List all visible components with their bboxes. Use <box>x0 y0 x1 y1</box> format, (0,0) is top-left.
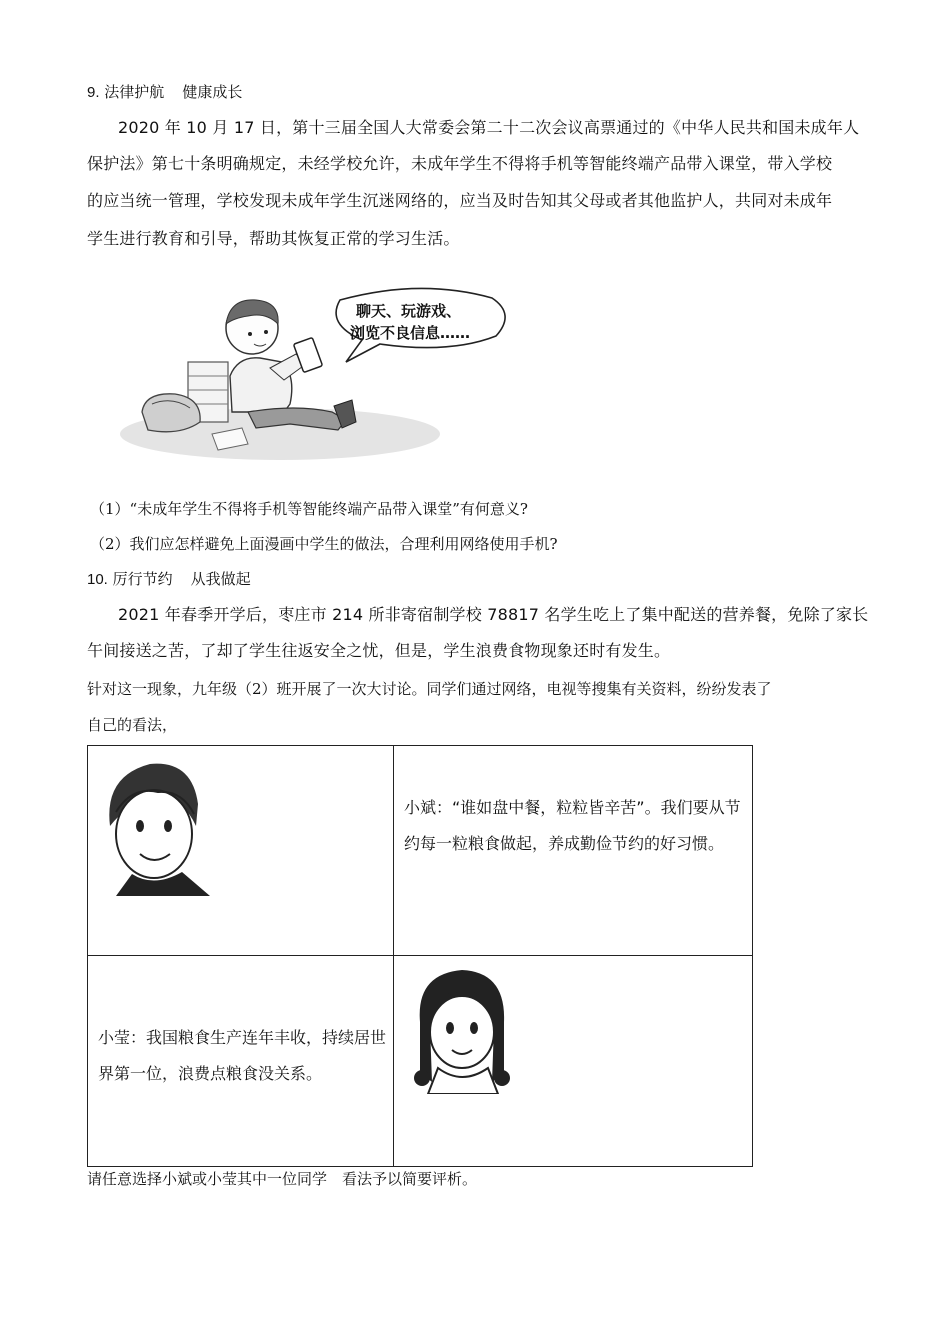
q9-para-line-2: 保护法》第七十条明确规定，未经学校允许，未成年学生不得将手机等智能终端产品带入课堂，带入学校 <box>87 154 833 173</box>
xiaoying-avatar <box>408 962 514 1094</box>
opinions-table <box>87 745 753 1167</box>
xiaoying-text-cell <box>88 956 394 1167</box>
speech-line-2: 浏览不良信息…… <box>350 324 471 342</box>
xiaobin-opinion: 小斌：“谁如盘中餐，粒粒皆辛苦”。我们要从节约每一粒粮食做起，养成勤俭节约的好习惯。 <box>404 798 741 853</box>
q9-heading-b: 健康成长 <box>182 83 243 101</box>
q9-para-line-3: 的应当统一管理，学校发现未成年学生沉迷网络的，应当及时告知其父母或者其他监护人，共同对未成年 <box>87 191 833 210</box>
student-phone-comic <box>120 284 510 464</box>
q9-para-line-1: 2020 年 10 月 17 日，第十三届全国人大常委会第二十二次会议高票通过的《中华人民共和国未成年人 <box>118 118 860 137</box>
xiaobin-avatar-cell <box>88 746 394 956</box>
q9-heading-a: 法律护航 <box>104 83 165 101</box>
q10-intro-line-1: 针对这一现象，九年级（2）班开展了一次大讨论。同学们通过网络，电视等搜集有关资料，纷纷发表了 <box>87 680 772 698</box>
q9-sub2: （2）我们应怎样避免上面漫画中学生的做法，合理利用网络使用手机? <box>90 535 558 553</box>
q9-sub1: （1）“未成年学生不得将手机等智能终端产品带入课堂”有何意义? <box>90 500 528 518</box>
q9-heading <box>87 82 242 103</box>
q10-intro-line-2: 自己的看法， <box>87 716 178 734</box>
q10-heading-a: 厉行节约 <box>112 570 173 588</box>
q9-number: 9. <box>87 84 100 101</box>
xiaoying-avatar-cell <box>394 956 753 1167</box>
q10-para-line-2: 午间接送之苦，了却了学生往返安全之忧，但是，学生浪费食物现象还时有发生。 <box>87 641 671 660</box>
q9-para-line-4: 学生进行教育和引导，帮助其恢复正常的学习生活。 <box>87 229 460 248</box>
q10-heading-b: 从我做起 <box>190 570 251 588</box>
xiaobin-text-cell <box>394 746 753 956</box>
speech-line-1: 聊天、玩游戏、 <box>356 302 462 320</box>
q10-number: 10. <box>87 571 108 588</box>
q10-heading <box>87 569 251 590</box>
xiaobin-avatar <box>102 756 214 896</box>
q10-question: 请任意选择小斌或小莹其中一位同学 看法予以简要评析。 <box>87 1170 478 1188</box>
xiaoying-opinion: 小莹：我国粮食生产连年丰收，持续居世界第一位，浪费点粮食没关系。 <box>98 1028 387 1083</box>
q10-para-line-1: 2021 年春季开学后，枣庄市 214 所非寄宿制学校 78817 名学生吃上了集中配送的营养餐，免除了家长 <box>118 605 869 624</box>
